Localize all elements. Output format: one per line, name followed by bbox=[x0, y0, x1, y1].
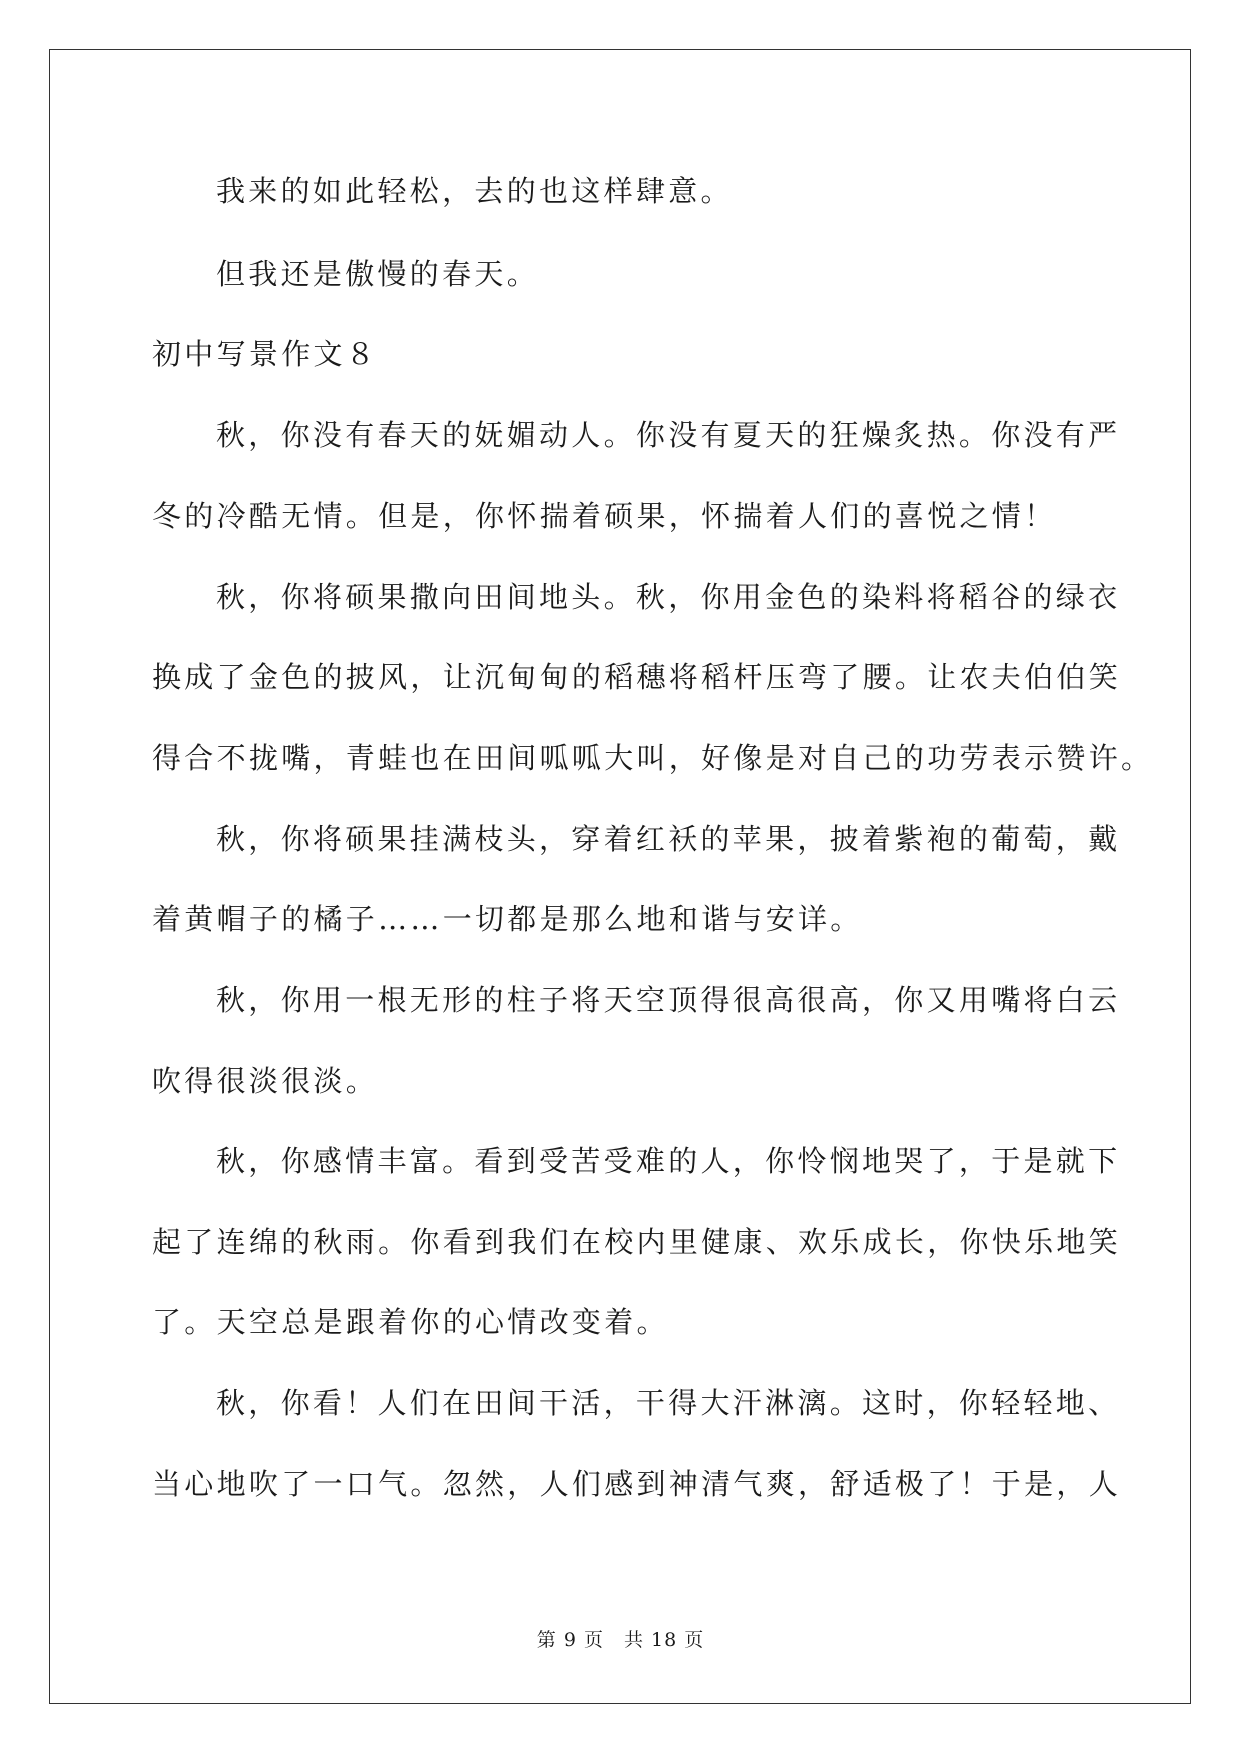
page-border bbox=[49, 49, 1191, 1704]
paragraph-line: 秋，你将硕果撒向田间地头。秋，你用金色的染料将稻谷的绿衣 bbox=[216, 580, 1121, 614]
paragraph-line: 得合不拢嘴，青蛙也在田间呱呱大叫，好像是对自己的功劳表示赞许。 bbox=[152, 741, 1154, 775]
paragraph-line: 换成了金色的披风，让沉甸甸的稻穗将稻杆压弯了腰。让农夫伯伯笑 bbox=[152, 660, 1122, 694]
paragraph-line: 但我还是傲慢的春天。 bbox=[216, 257, 540, 291]
page-number: 第 9 页 bbox=[536, 1629, 604, 1651]
paragraph-line: 冬的冷酷无情。但是，你怀揣着硕果，怀揣着人们的喜悦之情！ bbox=[152, 499, 1057, 533]
paragraph-line: 着黄帽子的橘子……一切都是那么地和谐与安详。 bbox=[152, 902, 863, 936]
section-heading: 初中写景作文８ bbox=[152, 337, 379, 371]
page-total: 共 18 页 bbox=[623, 1629, 705, 1651]
paragraph-line: 吹得很淡很淡。 bbox=[152, 1064, 379, 1098]
paragraph-line: 起了连绵的秋雨。你看到我们在校内里健康、欢乐成长，你快乐地笑 bbox=[152, 1225, 1122, 1259]
paragraph-line: 秋，你没有春天的妩媚动人。你没有夏天的狂燥炙热。你没有严 bbox=[216, 418, 1121, 452]
page-footer bbox=[0, 1628, 1241, 1652]
paragraph-line: 秋，你感情丰富。看到受苦受难的人，你怜悯地哭了，于是就下 bbox=[216, 1144, 1121, 1178]
paragraph-line: 当心地吹了一口气。忽然，人们感到神清气爽，舒适极了！于是，人 bbox=[152, 1467, 1122, 1501]
paragraph-line: 我来的如此轻松，去的也这样肆意。 bbox=[216, 174, 733, 208]
paragraph-line: 秋，你看！人们在田间干活，干得大汗淋漓。这时，你轻轻地、 bbox=[216, 1386, 1121, 1420]
paragraph-line: 了。天空总是跟着你的心情改变着。 bbox=[152, 1305, 669, 1339]
paragraph-line: 秋，你用一根无形的柱子将天空顶得很高很高，你又用嘴将白云 bbox=[216, 983, 1121, 1017]
paragraph-line: 秋，你将硕果挂满枝头，穿着红袄的苹果，披着紫袍的葡萄，戴 bbox=[216, 822, 1121, 856]
